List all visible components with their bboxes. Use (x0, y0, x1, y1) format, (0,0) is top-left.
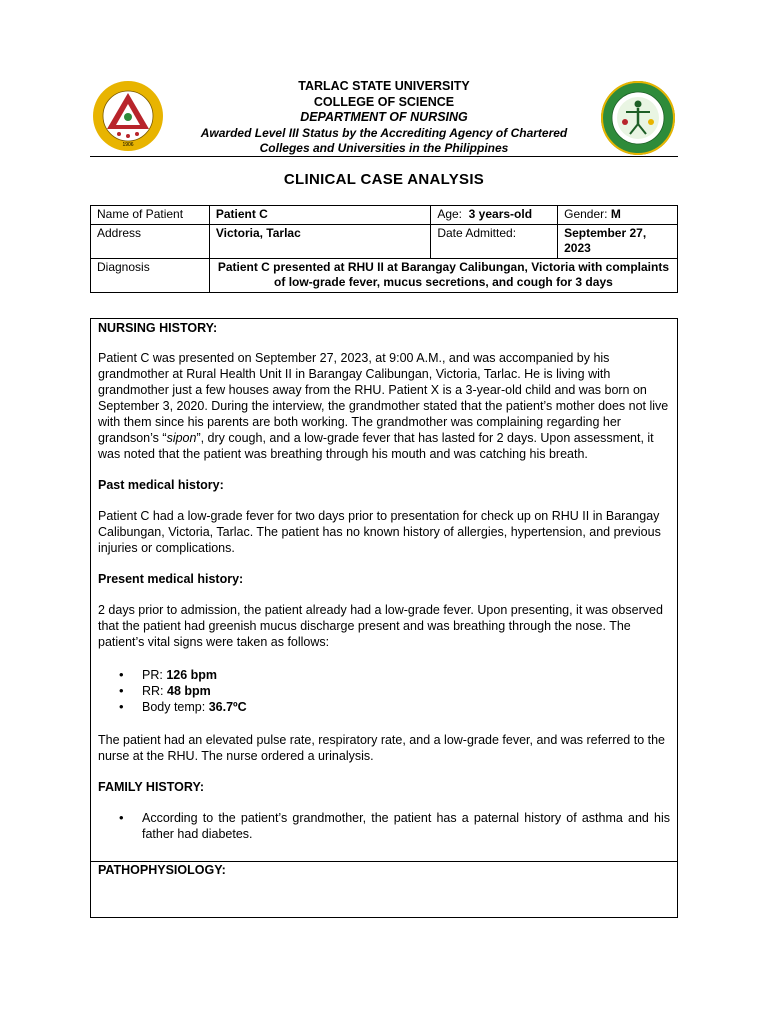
address-value: Victoria, Tarlac (209, 224, 430, 258)
letterhead (0, 0, 768, 160)
college-seal-icon (600, 80, 676, 156)
gender-label: Gender: (564, 207, 608, 221)
department-name: DEPARTMENT OF NURSING (300, 110, 468, 124)
paragraph-text: ”, dry cough, and a low-grade fever that has lasted for 2 days. Upon assessment, it was noted that the patient was breathing through his mouth and was catching his breath. (98, 431, 654, 461)
gender-value: M (610, 207, 621, 221)
family-history-list (98, 810, 670, 842)
gender-cell (558, 206, 678, 225)
table-row (91, 224, 678, 258)
vital-signs-list (98, 667, 670, 715)
list-item: • According to the patient’s grandmother, the patient has a paternal history of asthma and his father had diabetes. (98, 810, 670, 842)
patient-info-table (90, 205, 678, 293)
diagnosis-value: Patient C presented at RHU II at Barangay Calibungan, Victoria with complaints of low-grade fever, mucus secretions, and cough for 3 days (209, 258, 677, 292)
header-divider (90, 156, 678, 157)
age-label: Age: (437, 207, 462, 221)
university-name: TARLAC STATE UNIVERSITY (298, 79, 470, 93)
date-label: Date Admitted: (431, 224, 558, 258)
age-cell (431, 206, 558, 225)
nursing-history-box (90, 318, 678, 918)
list-item: • Body temp: 36.7ºC (98, 699, 670, 715)
paragraph-text: Patient C was presented on September 27, 2023, at 9:00 A.M., and was accompanied by his grandmother at Rural Health Unit II in Barangay Calibungan, Victoria, Tarlac. He is living with grandmother just a few houses away from the RHU. Patient X is a 3-year-old child and was born on September 3, 2020. During the interview, the grandmother stated that the patient’s mother does not live with them since his parents are both working. The grandmother was complaining regarding her grandson’s “ (98, 351, 669, 445)
address-label: Address (91, 224, 210, 258)
nursing-history-heading: NURSING HISTORY: (98, 321, 218, 335)
age-value: 3 years-old (468, 207, 533, 221)
name-label: Name of Patient (91, 206, 210, 225)
list-item: • PR: 126 bpm (98, 667, 670, 683)
svg-text:1906: 1906 (122, 142, 134, 148)
page-title: CLINICAL CASE ANALYSIS (283, 171, 485, 188)
date-value: September 27, 2023 (558, 224, 678, 258)
diagnosis-label: Diagnosis (91, 258, 210, 292)
list-item: • RR: 48 bpm (98, 683, 670, 699)
accreditation-line-1: Awarded Level III Status by the Accrediting Agency of Chartered (200, 125, 568, 140)
nursing-history-paragraph (98, 350, 670, 462)
family-history-heading: FAMILY HISTORY: (98, 780, 205, 794)
name-value: Patient C (209, 206, 430, 225)
letterhead-text (150, 79, 618, 157)
college-name: COLLEGE OF SCIENCE (313, 94, 455, 109)
accreditation-line-2: Colleges and Universities in the Philippines (259, 141, 509, 155)
vitals-summary-text: The patient had an elevated pulse rate, respiratory rate, and a low-grade fever, and was referred to the nurse at the RHU. The nurse ordered a urinalysis. (98, 733, 666, 763)
present-medical-text: 2 days prior to admission, the patient already had a low-grade fever. Upon presenting, it was observed that the patient had greenish mucus discharge present and was breathing through the nose. The patient’s vital signs were taken as follows: (98, 603, 663, 649)
pathophysiology-heading: PATHOPHYSIOLOGY: (98, 863, 226, 877)
past-medical-text: Patient C had a low-grade fever for two days prior to presentation for check up on RHU II in Barangay Calibungan, Victoria, Tarlac. The patient has no known history of allergies, hypertension, and previous injuries or complications. (98, 509, 661, 555)
table-row (91, 258, 678, 292)
past-medical-heading: Past medical history: (98, 478, 224, 492)
paragraph-italic-term: sipon (166, 431, 197, 445)
table-row (91, 206, 678, 225)
present-medical-heading: Present medical history: (98, 572, 244, 586)
